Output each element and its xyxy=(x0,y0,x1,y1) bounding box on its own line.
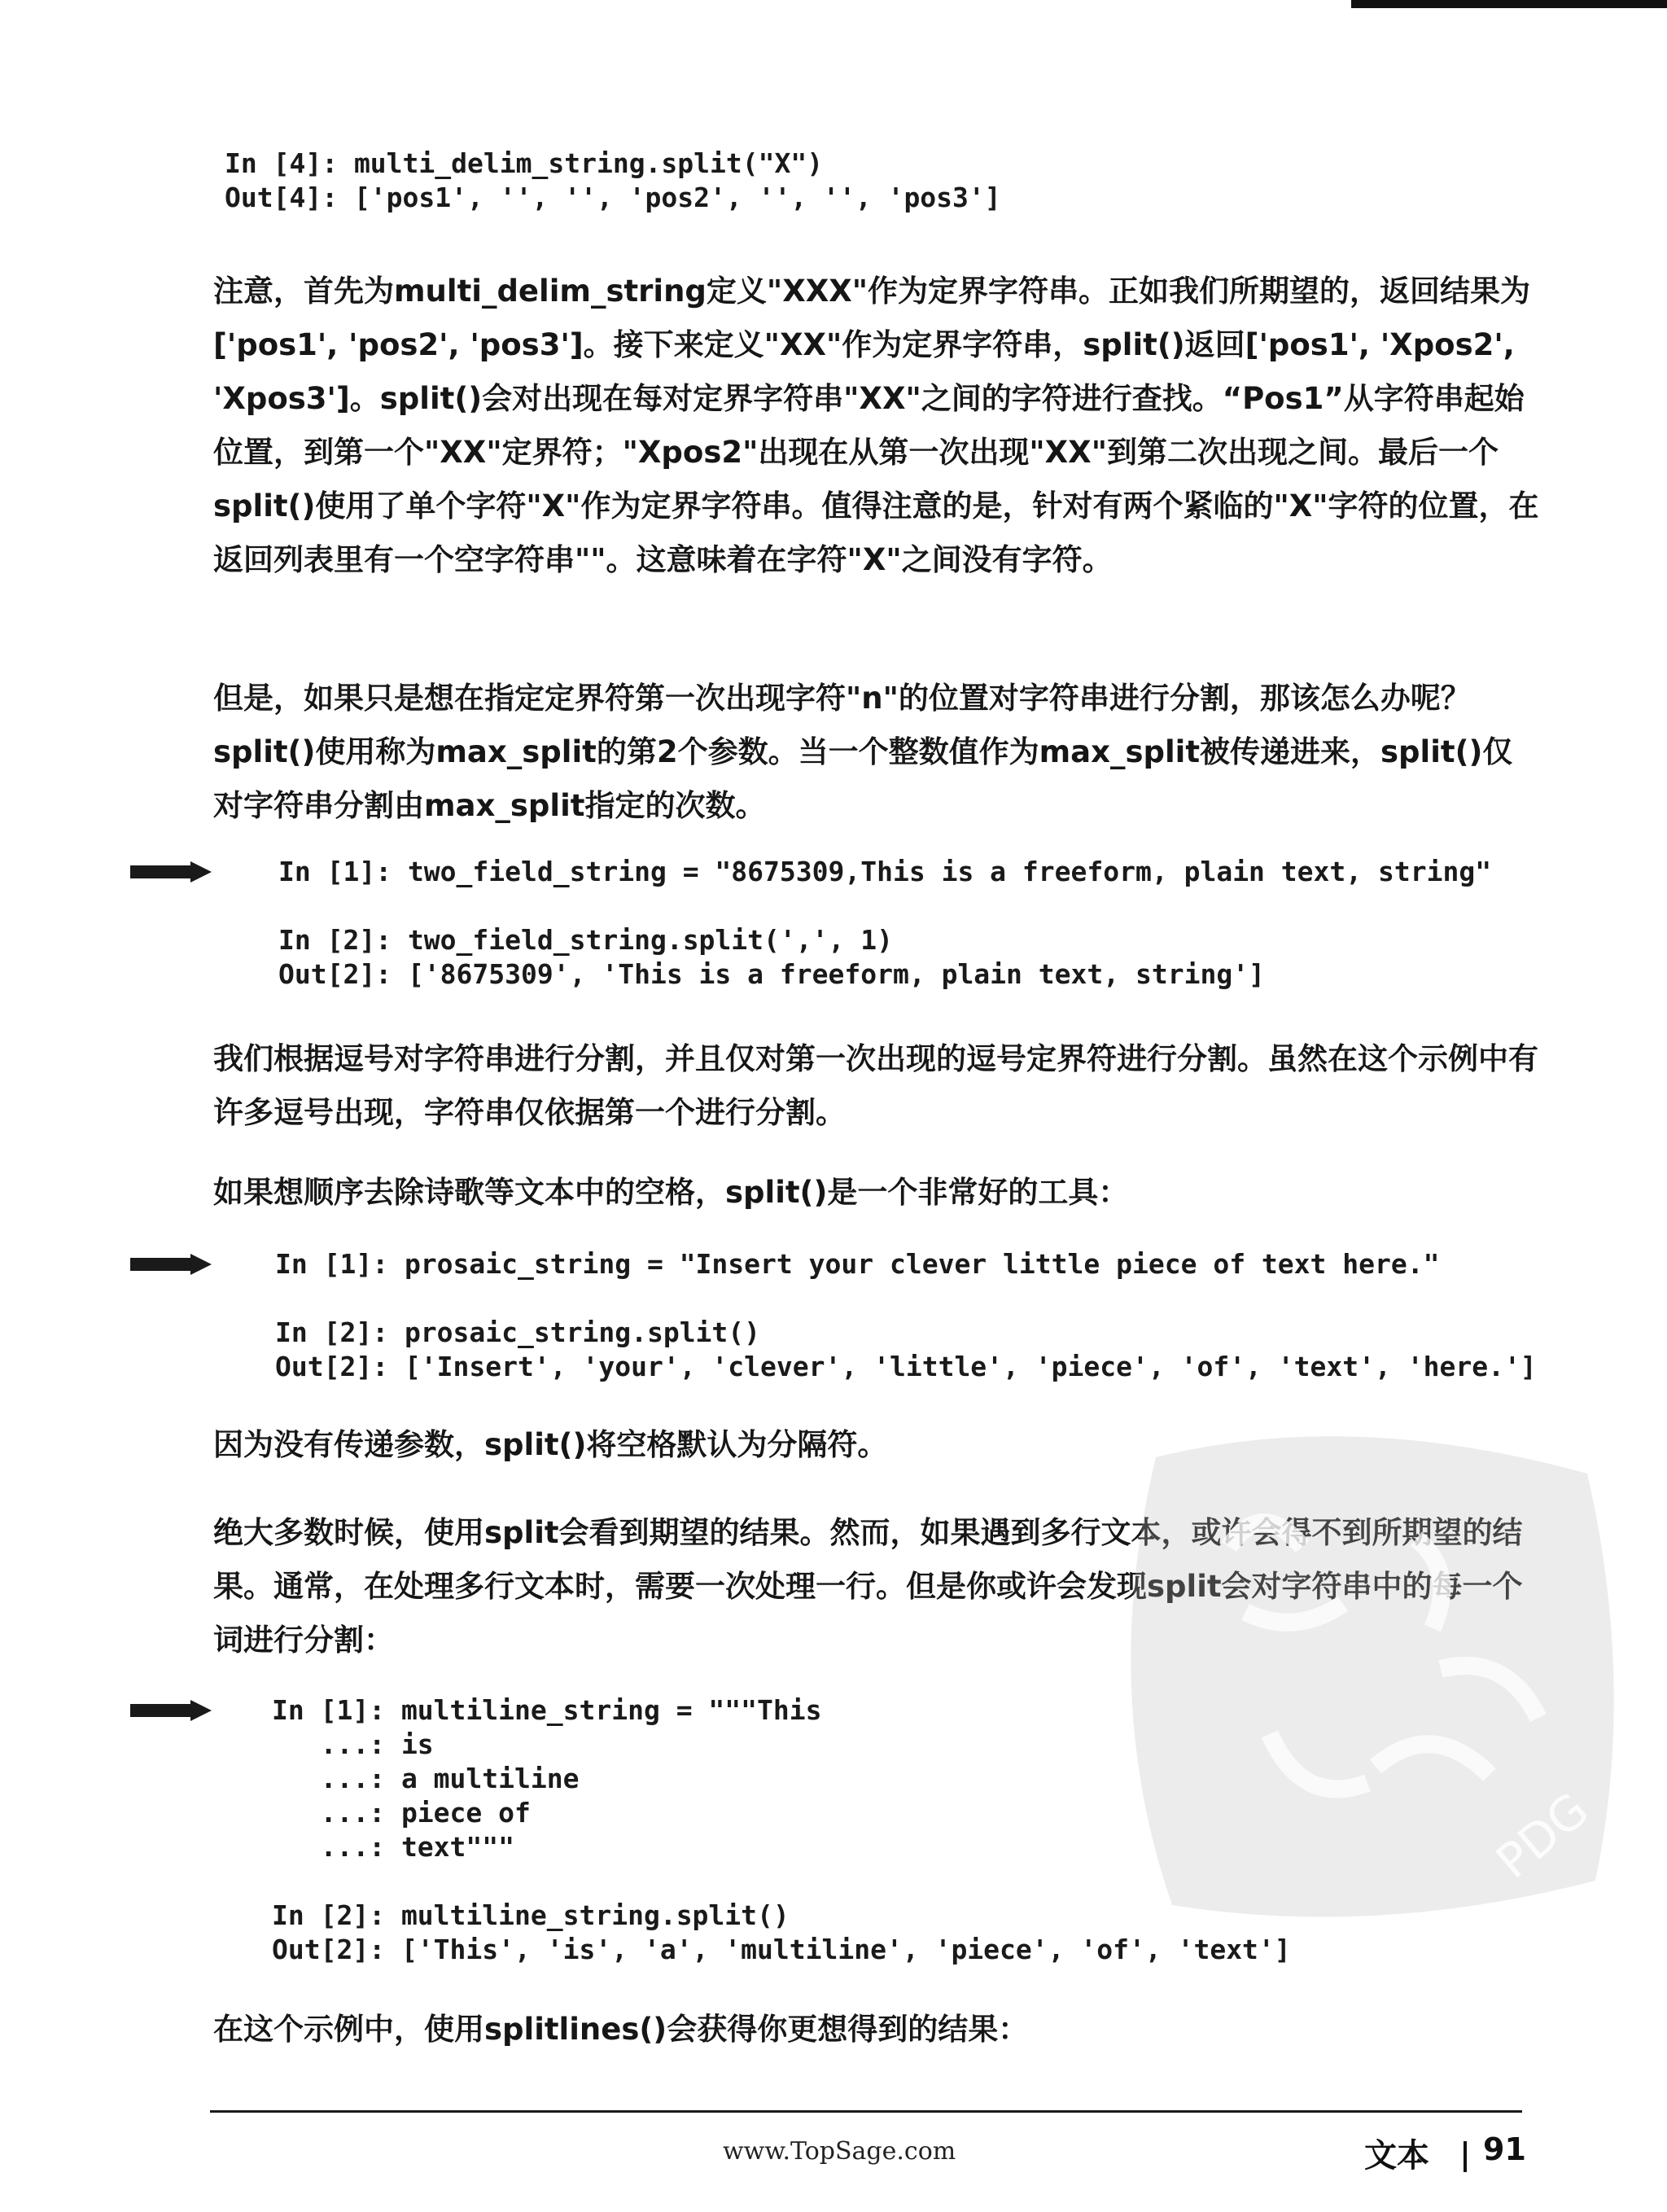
code-line: Out[2]: ['8675309', 'This is a freeform, plain text, string'] xyxy=(278,958,1265,990)
paragraph-splitlines: 在这个示例中，使用splitlines()会获得你更想得到的结果： xyxy=(213,2012,1029,2047)
paragraph-comma-split: 我们根据逗号对字符串进行分割，并且仅对第一次出现的逗号定界符进行分割。虽然在这个示例中有许多逗号出现，字符串仅依据第一个进行分割。 xyxy=(213,1041,1538,1130)
paragraph-default-separator: 因为没有传递参数，split()将空格默认为分隔符。 xyxy=(213,1427,888,1462)
code-line xyxy=(278,889,1491,923)
code-block-1 xyxy=(225,147,1001,215)
code-line: ...: piece of xyxy=(272,1797,531,1829)
page-number: 91 xyxy=(1483,2131,1526,2167)
code-line: Out[2]: ['This', 'is', 'a', 'multiline', 'piece', 'of', 'text'] xyxy=(272,1934,1291,1965)
code-line: In [4]: multi_delim_string.split("X") xyxy=(225,147,824,179)
code-block-2 xyxy=(278,855,1491,992)
paragraph-max-split: 但是，如果只是想在指定定界符第一次出现字符"n"的位置对字符串进行分割，那该怎么办呢？split()使用称为max_split的第2个参数。当一个整数值作为max_split被传递进来，split()仅对字符串分割由max_split指定的次数。 xyxy=(213,681,1513,823)
code-line: In [1]: prosaic_string = "Insert your clever little piece of text here." xyxy=(275,1248,1440,1280)
paragraph-whitespace: 如果想顺序去除诗歌等文本中的空格，split()是一个非常好的工具： xyxy=(213,1175,1129,1210)
top-edge-bar xyxy=(1351,0,1667,8)
code-line: In [2]: multiline_string.split() xyxy=(272,1899,790,1931)
footer-url: www.TopSage.com xyxy=(723,2137,956,2166)
code-line: ...: text""" xyxy=(272,1831,515,1863)
code-line: In [2]: two_field_string.split(',', 1) xyxy=(278,924,893,956)
code-line: In [1]: multiline_string = """This xyxy=(272,1694,822,1726)
code-block-3 xyxy=(275,1247,1537,1384)
margin-arrow-icon xyxy=(130,1254,212,1275)
paragraph-multiline: 绝大多数时候，使用split会看到期望的结果。然而，如果遇到多行文本，或许会得不到所期望的结果。通常，在处理多行文本时，需要一次处理一行。但是你或许会发现split会对字符串中的每一个词进行分割： xyxy=(213,1515,1523,1658)
margin-arrow-icon xyxy=(130,861,212,883)
code-line: ...: is xyxy=(272,1728,434,1760)
footer-separator xyxy=(1464,2141,1467,2172)
watermark-label: PDG xyxy=(1485,1781,1599,1890)
margin-arrow-icon xyxy=(130,1700,212,1721)
code-line: Out[4]: ['pos1', '', '', 'pos2', '', '', 'pos3'] xyxy=(225,182,1001,213)
code-line xyxy=(275,1281,1537,1316)
code-line: In [2]: prosaic_string.split() xyxy=(275,1316,761,1348)
watermark-stamp xyxy=(1107,1425,1636,1929)
code-line: ...: a multiline xyxy=(272,1763,580,1794)
footer-section-title: 文本 xyxy=(1364,2137,1429,2175)
footer-rule xyxy=(210,2110,1522,2113)
code-line: In [1]: two_field_string = "8675309,This is a freeform, plain text, string" xyxy=(278,856,1492,887)
paragraph-split-explanation: 注意，首先为multi_delim_string定义"XXX"作为定界字符串。正如我们所期望的，返回结果为['pos1', 'pos2', 'pos3']。接下来定义"XX"作为定界字符串，split()返回['pos1', 'Xpos2', 'Xpos3']。split()会对出现在每对定界字符串"XX"之间的字符进行查找。“Pos1”从字符串起始位置，到第一个"XX"定界符；"Xpos2"出现在从第一次出现"XX"到第二次出现之间。最后一个split()使用了单个字符"X"作为定界字符串。值得注意的是，针对有两个紧临的"X"字符的位置，在返回列表里有一个空字符串""。这意味着在字符"X"之间没有字符。 xyxy=(213,274,1539,577)
code-line: Out[2]: ['Insert', 'your', 'clever', 'little', 'piece', 'of', 'text', 'here.'] xyxy=(275,1351,1537,1382)
